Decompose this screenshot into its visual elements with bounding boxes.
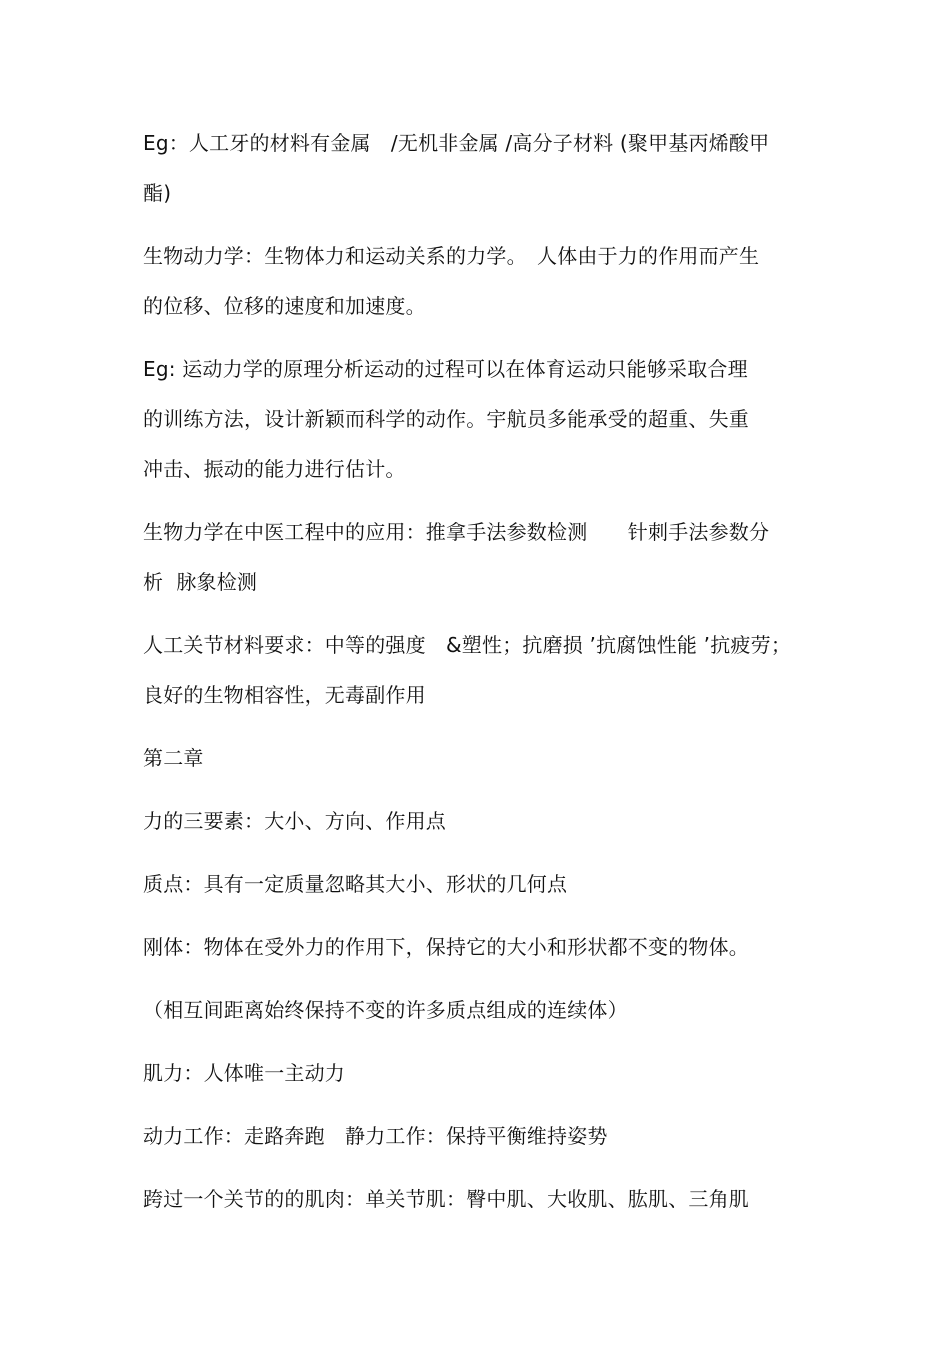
- text-line-tcm-application-cont: 析 脉象检测: [143, 570, 258, 594]
- text-line-kinetics-example-cont2: 冲击、振动的能力进行估计。: [143, 457, 406, 481]
- text-line-artificial-teeth-materials: Eg：人工牙的材料有金属 /无机非金属 /高分子材料 (聚甲基丙烯酸甲: [143, 131, 770, 155]
- text-line-joint-material-requirements: 人工关节材料要求：中等的强度 &塑性；抗磨损 ’抗腐蚀性能 ’抗疲劳；: [143, 633, 792, 657]
- text-line-joint-material-requirements-cont: 良好的生物相容性，无毒副作用: [143, 683, 426, 707]
- text-line-biodynamics-definition: 生物动力学：生物体力和运动关系的力学。 人体由于力的作用而产生: [143, 244, 760, 268]
- text-line-single-joint-muscles: 跨过一个关节的的肌肉：单关节肌：臀中肌、大收肌、肱肌、三角肌: [143, 1187, 749, 1211]
- text-line-muscle-force: 肌力：人体唯一主动力: [143, 1061, 345, 1085]
- text-line-kinetics-example: Eg: 运动力学的原理分析运动的过程可以在体育运动只能够采取合理: [143, 357, 748, 381]
- text-line-tcm-application: 生物力学在中医工程中的应用：推拿手法参数检测 针刺手法参数分: [143, 520, 770, 544]
- text-line-rigid-body-note: （相互间距离始终保持不变的许多质点组成的连续体）: [143, 998, 628, 1022]
- text-line-particle-definition: 质点：具有一定质量忽略其大小、形状的几何点: [143, 872, 568, 896]
- text-line-dynamic-static-work: 动力工作：走路奔跑 静力工作：保持平衡维持姿势: [143, 1124, 608, 1148]
- text-line-kinetics-example-cont1: 的训练方法，设计新颖而科学的动作。宇航员多能承受的超重、失重: [143, 407, 749, 431]
- text-line-force-three-elements: 力的三要素：大小、方向、作用点: [143, 809, 446, 833]
- text-line-rigid-body-definition: 刚体：物体在受外力的作用下，保持它的大小和形状都不变的物体。: [143, 935, 749, 959]
- text-line-biodynamics-definition-cont: 的位移、位移的速度和加速度。: [143, 294, 426, 318]
- chapter-heading: 第二章: [143, 746, 204, 770]
- text-line-artificial-teeth-materials-cont: 酯): [143, 181, 172, 205]
